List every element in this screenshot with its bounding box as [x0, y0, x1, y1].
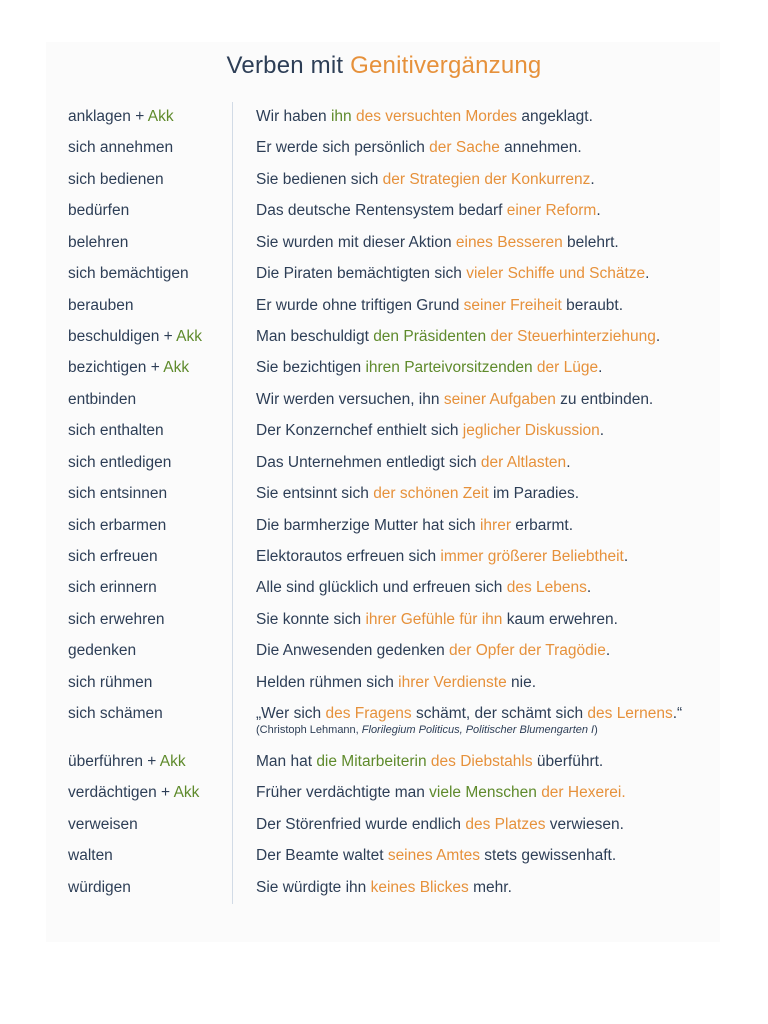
text-segment: des versuchten Mordes — [355, 108, 518, 125]
text-segment: im Paradies. — [488, 485, 580, 502]
verb-label — [68, 358, 189, 378]
text-segment: belehren — [68, 234, 129, 251]
verb-label — [68, 453, 171, 473]
text-segment: sich erinnern — [68, 579, 157, 596]
text-segment: Alle sind glücklich und erfreuen sich — [256, 579, 507, 596]
text-segment: Akk — [173, 784, 200, 801]
text-segment: .“ — [672, 705, 683, 722]
text-segment: sich erwehren — [68, 611, 165, 628]
text-segment: seiner Freiheit — [463, 297, 562, 314]
text-segment: den Präsidenten — [373, 328, 487, 345]
example-sentence — [256, 358, 602, 378]
text-segment: Florilegium Politicus, Politischer Blumengarten I — [361, 724, 595, 736]
example-sentence — [256, 878, 512, 898]
text-segment: sich enthalten — [68, 422, 164, 439]
example-sentence — [256, 327, 660, 347]
example-sentence — [256, 641, 610, 661]
example-sentence — [256, 107, 593, 127]
text-segment: Er wurde ohne triftigen Grund — [256, 297, 464, 314]
text-segment: stets gewissenhaft. — [480, 847, 617, 864]
verb-label — [68, 610, 165, 630]
text-segment: sich rühmen — [68, 674, 153, 691]
text-segment: belehrt. — [562, 234, 619, 251]
verb-label — [68, 547, 158, 567]
verb-label — [68, 673, 152, 693]
text-segment: der Opfer der Tragödie — [449, 642, 606, 659]
text-segment: sich bemächtigen — [68, 265, 189, 282]
text-segment: überführt. — [532, 753, 604, 770]
text-segment: die Mitarbeiterin — [316, 753, 427, 770]
text-segment: . — [566, 454, 571, 471]
text-segment: Akk — [159, 753, 186, 770]
text-segment: Er werde sich persönlich — [256, 139, 430, 156]
text-segment: viele Menschen — [429, 784, 537, 801]
text-segment: Die barmherzige Mutter hat sich — [256, 517, 480, 534]
text-segment: . — [590, 171, 595, 188]
text-segment: Sie würdigte ihn — [256, 879, 371, 896]
text-segment: Helden rühmen sich — [256, 674, 399, 691]
text-segment: würdigen — [68, 879, 131, 896]
verb-label — [68, 390, 136, 410]
text-segment: Sie entsinnt sich — [256, 485, 374, 502]
verb-label — [68, 578, 157, 598]
example-sentence — [256, 846, 616, 866]
text-segment: keines Blickes — [370, 879, 469, 896]
verb-label — [68, 704, 163, 724]
example-sentence — [256, 752, 603, 772]
text-segment: Früher verdächtigte man — [256, 784, 430, 801]
text-segment: Akk — [147, 108, 174, 125]
text-segment: jeglicher Diskussion — [462, 422, 600, 439]
text-segment: annehmen. — [499, 139, 582, 156]
text-segment: nie. — [506, 674, 537, 691]
text-segment: Sie bezichtigen — [256, 359, 366, 376]
text-segment: Sie konnte sich — [256, 611, 366, 628]
text-segment: sich erfreuen — [68, 548, 158, 565]
text-segment: Man beschuldigt — [256, 328, 374, 345]
text-segment: . — [623, 548, 629, 565]
verb-label — [68, 421, 164, 441]
text-segment: anklagen + — [68, 108, 148, 125]
text-segment: Genitivergänzung — [350, 52, 542, 79]
example-sentence — [256, 170, 595, 190]
text-segment: der Hexerei — [541, 784, 622, 801]
text-segment: kaum erwehren. — [502, 611, 618, 628]
page-title — [0, 52, 768, 80]
text-segment: ) — [594, 724, 598, 736]
text-segment: Elektorautos erfreuen sich — [256, 548, 441, 565]
example-sentence — [256, 610, 618, 630]
text-segment: angeklagt. — [517, 108, 593, 125]
text-segment: immer größerer Beliebtheit — [440, 548, 624, 565]
text-segment: des Platzes — [465, 816, 546, 833]
text-segment: ihrer Gefühle für ihn — [365, 611, 503, 628]
example-sentence — [256, 547, 628, 567]
text-segment: walten — [68, 847, 113, 864]
text-segment: Der Störenfried wurde endlich — [256, 816, 466, 833]
example-sentence — [256, 704, 682, 724]
text-segment: der Lüge — [536, 359, 599, 376]
verb-label — [68, 138, 173, 158]
text-segment: . — [596, 202, 601, 219]
text-segment: Die Piraten bemächtigten sich — [256, 265, 467, 282]
text-segment: des Lebens — [506, 579, 587, 596]
text-segment: ihn — [330, 108, 352, 125]
text-segment: Wir haben — [256, 108, 331, 125]
text-segment: . — [605, 642, 611, 659]
text-segment: sich erbarmen — [68, 517, 167, 534]
example-sentence — [256, 421, 604, 441]
verb-label — [68, 516, 166, 536]
text-segment: . — [655, 328, 661, 345]
text-segment: berauben — [68, 297, 134, 314]
text-segment: bedürfen — [68, 202, 130, 219]
verb-label — [68, 815, 138, 835]
text-segment: . — [599, 422, 605, 439]
verb-label — [68, 783, 199, 803]
example-sentence — [256, 201, 601, 221]
example-sentence — [256, 264, 649, 284]
column-divider — [232, 102, 233, 904]
text-segment: vieler Schiffe und Schätze — [466, 265, 646, 282]
example-sentence — [256, 783, 626, 803]
text-segment: seines Amtes — [387, 847, 480, 864]
text-segment: sich bedienen — [68, 171, 164, 188]
text-segment: schämt, der schämt sich — [411, 705, 588, 722]
text-segment: des Fragens — [325, 705, 412, 722]
verb-label — [68, 201, 129, 221]
text-segment: ihrer — [479, 517, 511, 534]
text-segment: „Wer sich — [256, 705, 326, 722]
text-segment: (Christoph Lehmann, — [256, 724, 362, 736]
text-segment: beraubt. — [561, 297, 624, 314]
text-segment: Akk — [163, 359, 190, 376]
text-segment: Der Beamte waltet — [256, 847, 388, 864]
text-segment: Der Konzernchef enthielt sich — [256, 422, 463, 439]
verb-label — [68, 752, 186, 772]
example-sentence — [256, 484, 579, 504]
verb-label — [68, 233, 128, 253]
citation-note — [256, 723, 598, 737]
text-segment: Die Anwesenden gedenken — [256, 642, 450, 659]
text-segment: Das deutsche Rentensystem bedarf — [256, 202, 507, 219]
text-segment: gedenken — [68, 642, 137, 659]
text-segment: sich annehmen — [68, 139, 174, 156]
text-segment: verwiesen. — [545, 816, 624, 833]
text-segment: der Strategien der Konkurrenz — [382, 171, 591, 188]
text-segment: verdächtigen + — [68, 784, 174, 801]
text-segment: der Steuerhinterziehung — [490, 328, 656, 345]
verb-label — [68, 846, 113, 866]
text-segment: . — [621, 784, 626, 801]
text-segment: einer Reform — [506, 202, 597, 219]
text-segment: . — [598, 359, 603, 376]
example-sentence — [256, 673, 536, 693]
text-segment: Sie bedienen sich — [256, 171, 383, 188]
text-segment: mehr. — [468, 879, 512, 896]
verb-label — [68, 878, 131, 898]
text-segment: des Diebstahls — [430, 753, 533, 770]
example-sentence — [256, 516, 573, 536]
text-segment: ihrer Verdienste — [398, 674, 507, 691]
example-sentence — [256, 453, 571, 473]
text-segment: Man hat — [256, 753, 317, 770]
verb-label — [68, 264, 189, 284]
verb-label — [68, 170, 164, 190]
text-segment: des Lernens — [587, 705, 673, 722]
text-segment: erbarmt. — [511, 517, 574, 534]
example-sentence — [256, 578, 591, 598]
text-segment: bezichtigen + — [68, 359, 164, 376]
verb-label — [68, 327, 202, 347]
text-segment: eines Besseren — [455, 234, 563, 251]
text-segment: der Altlasten — [480, 454, 567, 471]
text-segment: Sie wurden mit dieser Aktion — [256, 234, 456, 251]
example-sentence — [256, 390, 653, 410]
text-segment: seiner Aufgaben — [443, 391, 556, 408]
text-segment: entbinden — [68, 391, 137, 408]
example-sentence — [256, 138, 582, 158]
text-segment: sich entsinnen — [68, 485, 168, 502]
text-segment: beschuldigen + — [68, 328, 177, 345]
text-segment: Das Unternehmen entledigt sich — [256, 454, 481, 471]
text-segment: . — [586, 579, 592, 596]
example-sentence — [256, 296, 623, 316]
text-segment: der schönen Zeit — [373, 485, 489, 502]
verb-label — [68, 107, 174, 127]
example-sentence — [256, 815, 624, 835]
text-segment: der Sache — [429, 139, 500, 156]
text-segment: sich schämen — [68, 705, 163, 722]
text-segment: zu entbinden. — [555, 391, 654, 408]
verb-label — [68, 296, 134, 316]
text-segment: Wir werden versuchen, ihn — [256, 391, 444, 408]
text-segment: sich entledigen — [68, 454, 172, 471]
text-segment: Verben mit — [226, 52, 351, 79]
text-segment: Akk — [176, 328, 203, 345]
example-sentence — [256, 233, 619, 253]
text-segment: überführen + — [68, 753, 160, 770]
verb-label — [68, 641, 136, 661]
text-segment: verweisen — [68, 816, 138, 833]
text-segment: ihren Parteivorsitzenden — [365, 359, 533, 376]
text-segment: . — [645, 265, 650, 282]
verb-label — [68, 484, 167, 504]
